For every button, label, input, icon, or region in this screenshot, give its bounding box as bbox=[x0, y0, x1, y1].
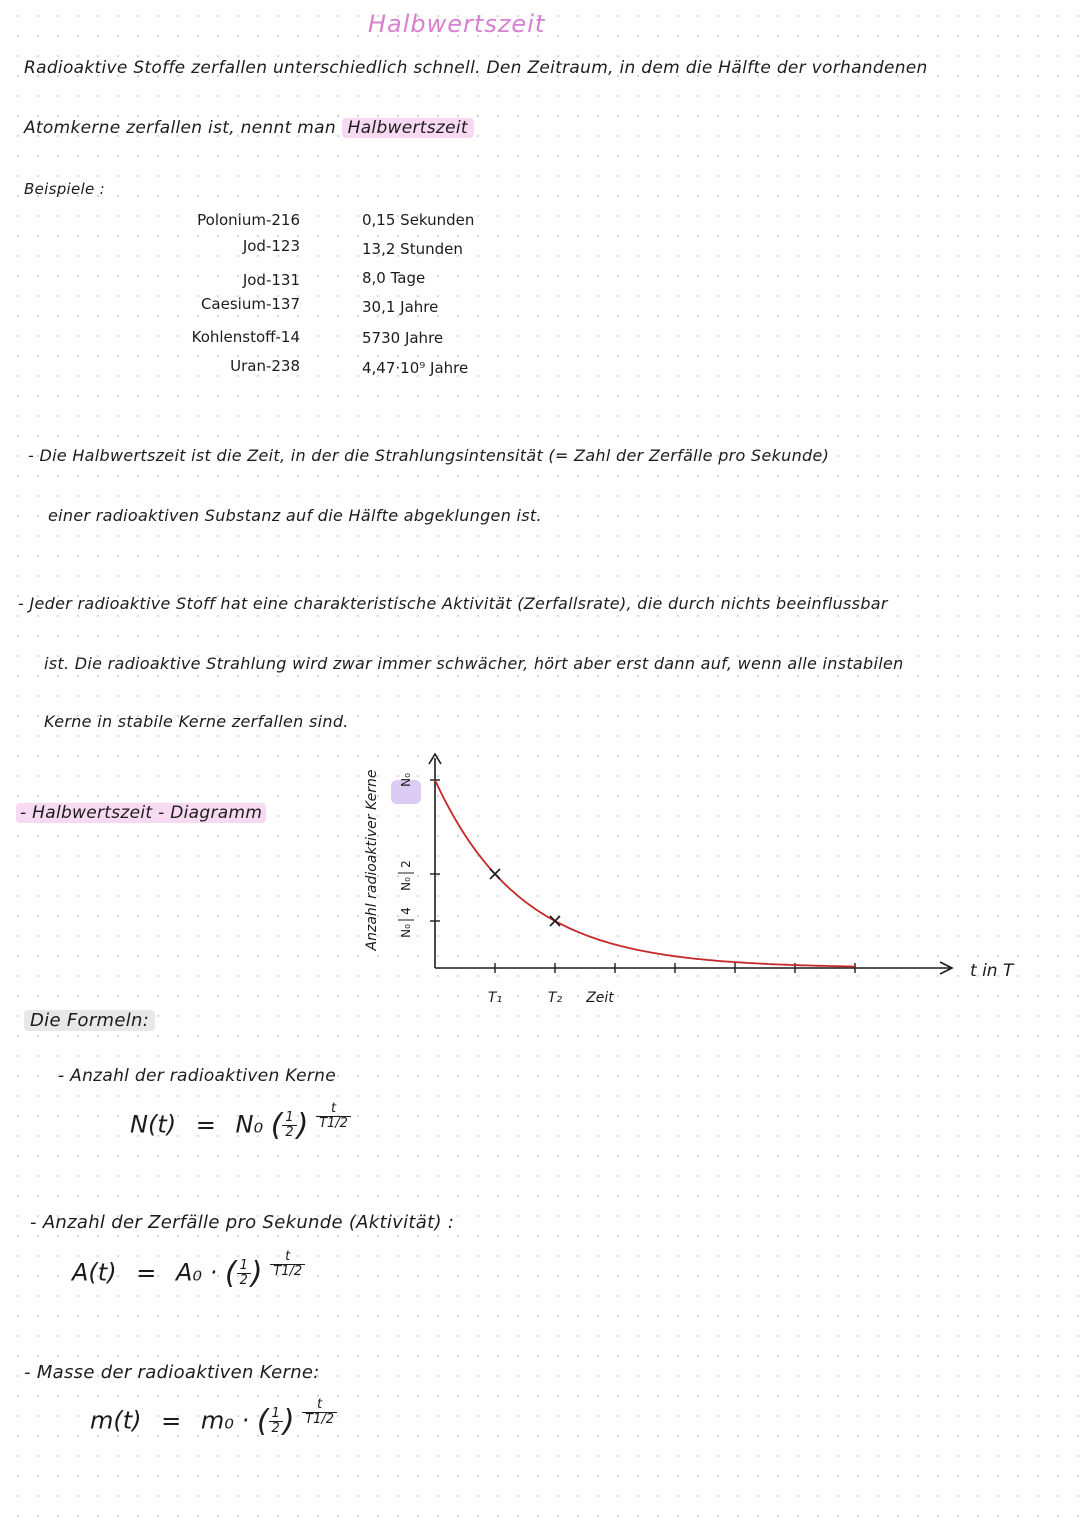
example-value: 4,47·10⁹ Jahre bbox=[362, 359, 469, 377]
example-name: Polonium-216 bbox=[197, 211, 300, 229]
formula-2 bbox=[72, 1249, 305, 1291]
formula-3-lhs: m(t) bbox=[90, 1406, 142, 1435]
half-num: 1 bbox=[237, 1259, 251, 1274]
formula-3-equals: = bbox=[161, 1406, 182, 1435]
y-axis-label: Anzahl radioaktiver Kerne bbox=[364, 769, 380, 951]
formula-1 bbox=[130, 1101, 351, 1143]
paren-open: ( bbox=[256, 1404, 269, 1439]
half-den: 2 bbox=[271, 1421, 280, 1436]
half-den: 2 bbox=[239, 1273, 248, 1288]
y-tick-label bbox=[398, 860, 414, 891]
x-axis-label: t in T bbox=[970, 961, 1014, 981]
formula-3-label: - Masse der radioaktiven Kerne: bbox=[24, 1362, 320, 1383]
half-fraction bbox=[237, 1259, 251, 1288]
formula-1-exponent bbox=[316, 1102, 351, 1131]
formula-2-label: - Anzahl der Zerfälle pro Sekunde (Aktivität) : bbox=[30, 1212, 455, 1233]
paren-close: ) bbox=[282, 1404, 295, 1439]
half-fraction bbox=[269, 1407, 283, 1436]
formula-2-equals: = bbox=[136, 1258, 157, 1287]
x-tick-label: T₁ bbox=[487, 990, 503, 1006]
formula-3-exponent bbox=[302, 1398, 337, 1427]
exp-num: t bbox=[316, 1102, 351, 1117]
example-name: Kohlenstoff-14 bbox=[191, 328, 300, 346]
x-tick-label: Zeit bbox=[586, 990, 614, 1006]
formula-2-exponent bbox=[270, 1250, 305, 1279]
point2-line-3: Kerne in stabile Kerne zerfallen sind. bbox=[44, 712, 349, 731]
example-value: 30,1 Jahre bbox=[362, 298, 439, 316]
half-life-point bbox=[490, 869, 500, 879]
example-value: 13,2 Stunden bbox=[362, 240, 463, 258]
paren-open: ( bbox=[270, 1108, 283, 1143]
svg-text:4: 4 bbox=[399, 907, 413, 915]
point1-line-1: - Die Halbwertszeit ist die Zeit, in der die Strahlungsintensität (= Zahl der Zerfälle pro Sekunde) bbox=[28, 446, 830, 465]
exp-den: T1/2 bbox=[319, 1116, 348, 1131]
formula-1-label: - Anzahl der radioaktiven Kerne bbox=[58, 1066, 337, 1086]
intro-line-2-text: Atomkerne zerfallen ist, nennt man bbox=[24, 118, 336, 138]
formula-3-base: m₀ · bbox=[200, 1406, 250, 1435]
formula-1-lhs: N(t) bbox=[130, 1110, 177, 1139]
svg-text:N₀: N₀ bbox=[399, 877, 413, 891]
formula-3 bbox=[90, 1397, 337, 1439]
intro-line-1: Radioaktive Stoffe zerfallen unterschiedlich schnell. Den Zeitraum, in dem die Hälfte der vorhandenen bbox=[24, 58, 928, 78]
page-title: Halbwertszeit bbox=[368, 10, 546, 38]
example-value: 8,0 Tage bbox=[362, 269, 426, 287]
formula-2-lhs: A(t) bbox=[72, 1258, 117, 1287]
example-value: 5730 Jahre bbox=[362, 329, 444, 347]
point2-line-2: ist. Die radioaktive Strahlung wird zwar immer schwächer, hört aber erst dann auf, wenn alle instabilen bbox=[44, 654, 904, 673]
paren-close: ) bbox=[296, 1108, 309, 1143]
exp-num: t bbox=[270, 1250, 305, 1265]
half-life-point bbox=[550, 916, 560, 926]
intro-line-2 bbox=[24, 118, 474, 138]
formula-1-equals: = bbox=[195, 1110, 216, 1139]
example-name: Jod-131 bbox=[242, 271, 300, 289]
half-fraction bbox=[282, 1111, 296, 1140]
svg-text:2: 2 bbox=[399, 860, 413, 868]
paren-open: ( bbox=[224, 1256, 237, 1291]
y-tick-label bbox=[399, 773, 413, 787]
decay-curve bbox=[435, 780, 855, 967]
x-gridticks bbox=[430, 780, 855, 973]
x-tick-label: T₂ bbox=[547, 990, 563, 1006]
half-den: 2 bbox=[285, 1125, 294, 1140]
example-name: Caesium-137 bbox=[200, 295, 300, 313]
examples-label: Beispiele : bbox=[24, 180, 105, 198]
half-num: 1 bbox=[269, 1407, 283, 1422]
example-name: Uran-238 bbox=[230, 357, 300, 375]
formula-2-base: A₀ · bbox=[175, 1258, 218, 1287]
svg-text:N₀: N₀ bbox=[399, 924, 413, 938]
highlighted-term: Halbwertszeit bbox=[342, 118, 474, 138]
formula-1-base: N₀ bbox=[235, 1110, 264, 1139]
point1-line-2: einer radioaktiven Substanz auf die Hälfte abgeklungen ist. bbox=[48, 506, 542, 525]
x-ticks bbox=[488, 990, 614, 1006]
point2-line-1: - Jeder radioaktive Stoff hat eine charakteristische Aktivität (Zerfallsrate), die durch nichts beeinflussbar bbox=[18, 594, 888, 613]
half-life-chart bbox=[340, 740, 1060, 1020]
exp-den: T1/2 bbox=[273, 1264, 303, 1279]
half-num: 1 bbox=[282, 1111, 296, 1126]
example-value: 0,15 Sekunden bbox=[362, 211, 475, 229]
svg-text:N₀: N₀ bbox=[399, 773, 413, 787]
example-name: Jod-123 bbox=[242, 237, 300, 255]
paren-close: ) bbox=[250, 1256, 263, 1291]
y-tick-label bbox=[398, 907, 414, 938]
formulas-heading: Die Formeln: bbox=[24, 1010, 155, 1031]
exp-den: T1/2 bbox=[305, 1412, 335, 1427]
diagram-heading: - Halbwertszeit - Diagramm bbox=[16, 803, 266, 823]
exp-num: t bbox=[302, 1398, 337, 1413]
